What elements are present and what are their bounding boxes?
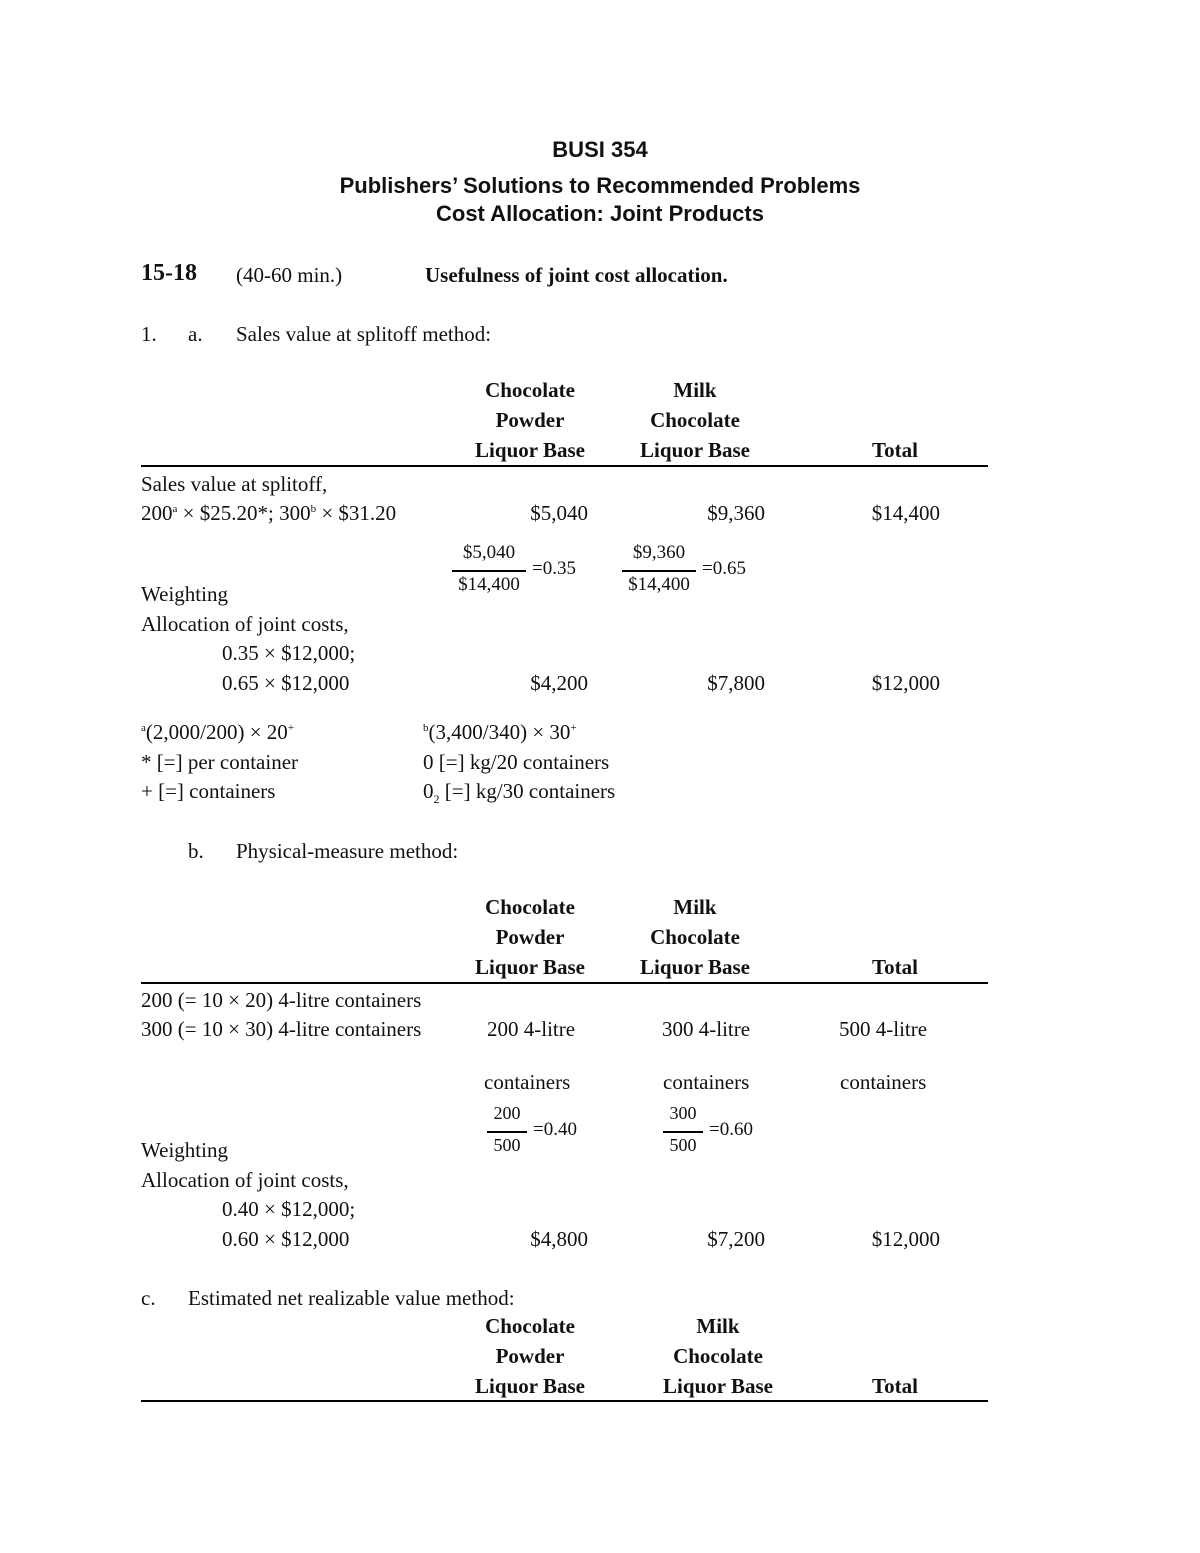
b-col2-header-line3: Liquor Base — [640, 955, 750, 979]
b-row2-col2: 300 4-litre — [662, 1017, 751, 1041]
col2-header-line1: Milk — [673, 378, 717, 402]
sales-value-col2: $9,360 — [707, 501, 765, 525]
part-a-number: 1. — [141, 322, 157, 346]
problem-number: 15-18 — [141, 260, 197, 286]
b-col1-header-line2: Powder — [495, 925, 565, 949]
b-allocation-line2: 0.60 × $12,000 — [222, 1227, 350, 1251]
allocation-label: Allocation of joint costs, — [141, 612, 349, 636]
document-page: BUSI 354 Publishers’ Solutions to Recommended Problems Cost Allocation: Joint Products 15-18 (40-60 min.) Usefulness of joint cost allocation. 1. a. Sales value at splitoff method: Chocolate Powder Liquor Base Milk Chocolate Liquor Base Total Sales value at splitoff, $200^a$ × $25.20*; $300^b$ × $31.20 $5,040 $9,360 $14,400 $5,040 $14,400 =0.35 $9,360 $14,400 =0.65 Weighting Allocation of joint costs, 0.35 × $12,000; 0.65 × $12,000 $4,200 $7,800 $12,000 $^a$(2,000/200) × 20+ * [=] per container + [=] containers $^b$(3,400/340) × 30+ 0 [=] kg/20 containers $0_2$ [=] kg/30 containers b. Physical-measure method: Chocolate Powder Liquor Base Milk Chocolate Liquor Base Total 200 (= 10 × 20) 4-litre containers 300 (= 10 × 30) 4-litre containers 200 4-litre 300 4-litre 500 4-litre containers containers containers 200 500 =0.40 300 500 =0.60 Weighting Allocation of joint costs, 0.40 × $12,000; 0.60 × $12,000 $4,800 $7,200 $12,000 c. Estimated net realizable value method: Chocolate Powder Liquor Base Milk Chocolate Liquor Base Total — [0, 0, 1200, 1553]
allocation-value-col2: $7,800 — [707, 671, 765, 695]
part-c-label: Estimated net realizable value method: — [188, 1286, 515, 1310]
c-col1-header-line3: Liquor Base — [475, 1374, 585, 1398]
col2-header-line3: Liquor Base — [640, 438, 750, 462]
part-b-letter: b. — [188, 839, 204, 863]
c-total-header: Total — [872, 1374, 918, 1398]
b-row3-total: containers — [840, 1070, 927, 1094]
sales-row-formula: $200^a$ × $25.20*; $300^b$ × $31.20 — [141, 501, 397, 525]
b-col2-header-line1: Milk — [673, 895, 717, 919]
footnote-zero: 0 [=] kg/20 containers — [423, 750, 610, 774]
b-row1-label: 200 (= 10 × 20) 4-litre containers — [141, 988, 422, 1012]
b-allocation-value-col1: $4,800 — [530, 1227, 588, 1251]
b-col1-header-line3: Liquor Base — [475, 955, 585, 979]
b-allocation-value-col2: $7,200 — [707, 1227, 765, 1251]
problem-topic: Usefulness of joint cost allocation. — [425, 263, 728, 287]
footnote-a: $^a$(2,000/200) × 20+ — [141, 720, 295, 744]
col2-header-line2: Chocolate — [650, 408, 740, 432]
allocation-value-total: $12,000 — [871, 671, 940, 695]
footnote-b: $^b$(3,400/340) × 30+ — [423, 720, 577, 744]
c-col2-header-line3: Liquor Base — [663, 1374, 773, 1398]
b-row3-col1: containers — [484, 1070, 571, 1094]
part-a-letter: a. — [188, 322, 203, 346]
c-col2-header-line2: Chocolate — [673, 1344, 763, 1368]
col1-header-line2: Powder — [495, 408, 565, 432]
allocation-value-col1: $4,200 — [530, 671, 588, 695]
course-code: BUSI 354 — [552, 137, 648, 162]
sales-value-total: $14,400 — [871, 501, 940, 525]
col1-header-line1: Chocolate — [485, 378, 575, 402]
b-allocation-label: Allocation of joint costs, — [141, 1168, 349, 1192]
b-weighting-label: Weighting — [141, 1138, 228, 1162]
b-total-header: Total — [872, 955, 918, 979]
weighting-label: Weighting — [141, 582, 228, 606]
allocation-line1: 0.35 × $12,000; — [222, 641, 356, 665]
sales-row-label: Sales value at splitoff, — [141, 472, 328, 496]
document-title: Publishers’ Solutions to Recommended Problems — [339, 173, 861, 198]
document-subtitle: Cost Allocation: Joint Products — [436, 201, 764, 226]
b-col1-header-line1: Chocolate — [485, 895, 575, 919]
b-allocation-value-total: $12,000 — [871, 1227, 940, 1251]
b-row2-col1: 200 4-litre — [487, 1017, 576, 1041]
allocation-line2: 0.65 × $12,000 — [222, 671, 350, 695]
c-col2-header-line1: Milk — [696, 1314, 740, 1338]
total-header: Total — [872, 438, 918, 462]
b-row2-total: 500 4-litre — [839, 1017, 928, 1041]
part-b-label: Physical-measure method: — [236, 839, 459, 863]
footnote-zero2: $0_2$ [=] kg/30 containers — [423, 779, 616, 807]
b-table-rule — [141, 982, 988, 984]
footnote-plus: + [=] containers — [141, 779, 276, 803]
b-allocation-line1: 0.40 × $12,000; — [222, 1197, 356, 1221]
b-row3-col2: containers — [663, 1070, 750, 1094]
c-col1-header-line1: Chocolate — [485, 1314, 575, 1338]
part-a-label: Sales value at splitoff method: — [236, 322, 492, 346]
footnote-star: * [=] per container — [141, 750, 299, 774]
table-rule — [141, 465, 988, 467]
part-c-letter: c. — [141, 1286, 156, 1310]
sales-value-col1: $5,040 — [530, 501, 588, 525]
col1-header-line3: Liquor Base — [475, 438, 585, 462]
c-table-rule — [141, 1400, 988, 1402]
b-col2-header-line2: Chocolate — [650, 925, 740, 949]
c-col1-header-line2: Powder — [495, 1344, 565, 1368]
b-row2-label: 300 (= 10 × 30) 4-litre containers — [141, 1017, 422, 1041]
problem-time: (40-60 min.) — [236, 263, 343, 287]
